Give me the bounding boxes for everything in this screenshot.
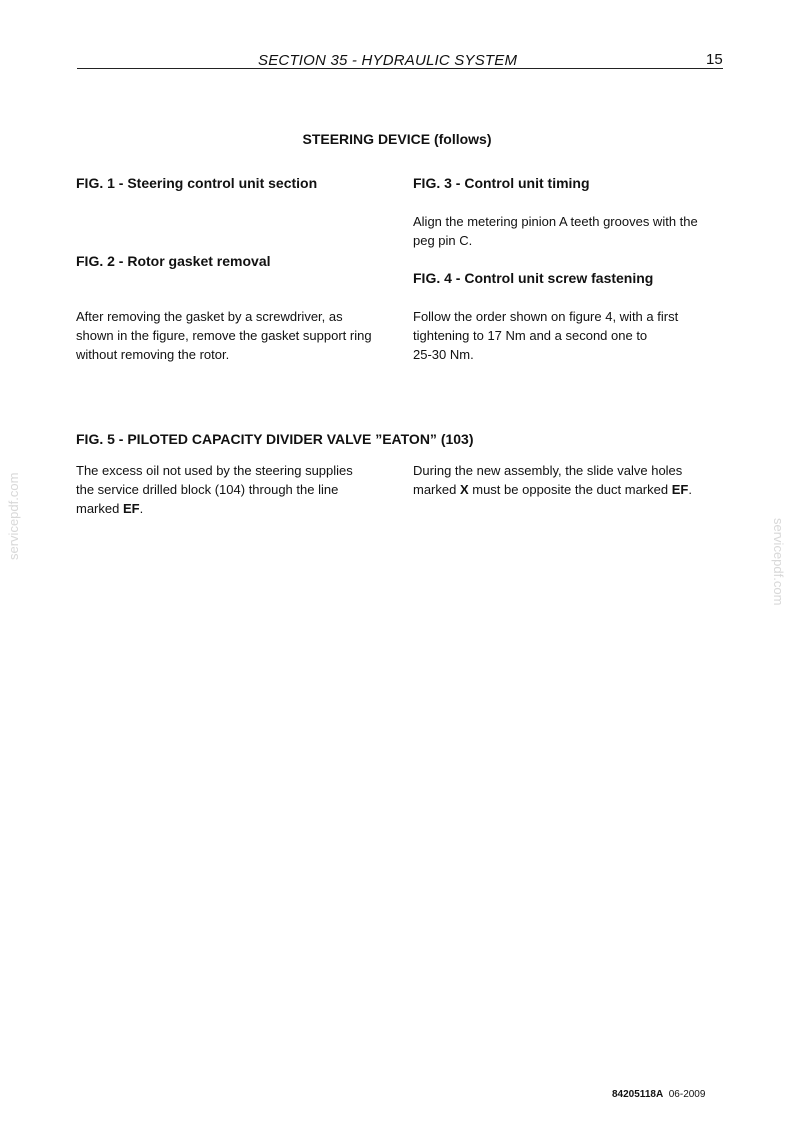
fig5-left-line: the service drilled block (104) through the line: [76, 482, 339, 497]
fig5-right-mid: must be opposite the duct marked: [468, 482, 672, 497]
footer-code: 84205118A: [612, 1089, 664, 1100]
fig2-line: without removing the rotor.: [76, 347, 230, 362]
fig2-line: After removing the gasket by a screwdriver, as: [76, 309, 343, 324]
fig2-line: shown in the figure, remove the gasket support ring: [76, 328, 372, 343]
header-rule: [77, 68, 723, 69]
fig5-left-ef-label: EF: [122, 501, 140, 516]
section-title: STEERING DEVICE (follows): [302, 131, 492, 147]
fig4-heading: FIG. 4 - Control unit screw fastening: [413, 270, 654, 286]
fig3-paragraph: [413, 212, 698, 250]
watermark-right: servicepdf.com: [771, 518, 786, 606]
fig4-paragraph: [413, 307, 678, 364]
fig2-paragraph: [76, 307, 372, 364]
page-number: 15: [706, 51, 723, 68]
fig4-line: 25-30 Nm.: [413, 347, 474, 362]
fig4-line: Follow the order shown on figure 4, with a first: [413, 309, 679, 324]
fig5-right-paragraph: [413, 461, 692, 499]
footer-date: 06-2009: [668, 1089, 706, 1100]
fig1-heading: FIG. 1 - Steering control unit section: [76, 175, 318, 191]
fig5-right-ef-label: EF: [671, 482, 689, 497]
fig5-right-line: [413, 480, 692, 499]
fig4-line: tightening to 17 Nm and a second one to: [413, 328, 648, 343]
fig5-left-period: .: [139, 501, 144, 516]
fig3-heading: FIG. 3 - Control unit timing: [413, 175, 590, 191]
fig5-right-pre: marked: [413, 482, 460, 497]
watermark-left: servicepdf.com: [6, 472, 21, 560]
fig5-left-paragraph: [76, 461, 353, 518]
fig5-right-period: .: [688, 482, 692, 497]
fig2-heading: FIG. 2 - Rotor gasket removal: [76, 253, 271, 269]
fig3-line: peg pin C.: [413, 233, 473, 248]
fig5-right-x-label: X: [459, 482, 469, 497]
fig5-left-line: [76, 499, 353, 518]
fig5-left-line: The excess oil not used by the steering supplies: [76, 463, 353, 478]
fig5-right-line: During the new assembly, the slide valve holes: [413, 463, 683, 478]
fig5-left-marked-text: marked: [76, 501, 123, 516]
fig5-heading: FIG. 5 - PILOTED CAPACITY DIVIDER VALVE ”EATON” (103): [76, 431, 474, 447]
fig3-line: Align the metering pinion A teeth grooves with the: [413, 214, 698, 229]
footer: [612, 1089, 705, 1100]
running-header-title: SECTION 35 - HYDRAULIC SYSTEM: [258, 52, 518, 69]
